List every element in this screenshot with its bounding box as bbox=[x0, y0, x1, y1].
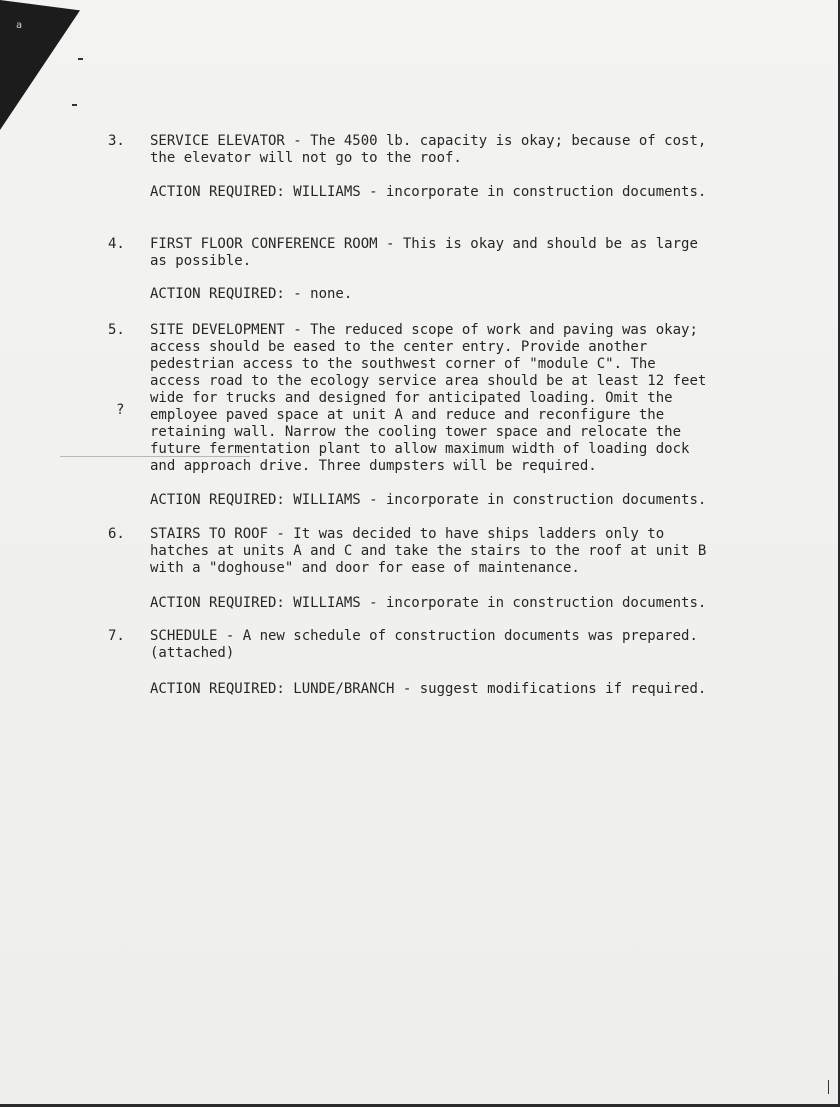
item-number: 7. bbox=[108, 628, 125, 644]
item-number: 5. bbox=[108, 322, 125, 338]
action-required: ACTION REQUIRED: LUNDE/BRANCH - suggest modifications if required. bbox=[150, 681, 707, 697]
item-text: FIRST FLOOR CONFERENCE ROOM - This is okay and should be as large as possible. bbox=[150, 236, 698, 269]
item-4 bbox=[108, 236, 718, 270]
item-text: STAIRS TO ROOF - It was decided to have ships ladders only to hatches at units A and C and take the stairs to the roof at unit B with a "doghouse" and door for ease of maintenance. bbox=[150, 526, 707, 576]
item-6 bbox=[108, 526, 718, 577]
item-number: 4. bbox=[108, 236, 125, 252]
corner-mark: a bbox=[16, 20, 23, 31]
action-required: ACTION REQUIRED: WILLIAMS - incorporate in construction documents. bbox=[150, 492, 707, 508]
item-7 bbox=[108, 628, 718, 662]
edge-mark bbox=[828, 1080, 829, 1094]
item-text: SERVICE ELEVATOR - The 4500 lb. capacity is okay; because of cost, the elevator will not go to the roof. bbox=[150, 133, 707, 166]
item-5 bbox=[108, 322, 718, 475]
item-number: 6. bbox=[108, 526, 125, 542]
action-required: ACTION REQUIRED: WILLIAMS - incorporate in construction documents. bbox=[150, 595, 707, 611]
folded-corner bbox=[0, 0, 80, 130]
item-text: SCHEDULE - A new schedule of construction documents was prepared. (attached) bbox=[150, 628, 698, 661]
item-number: 3. bbox=[108, 133, 125, 149]
action-required: ACTION REQUIRED: WILLIAMS - incorporate in construction documents. bbox=[150, 184, 707, 200]
item-3 bbox=[108, 133, 718, 167]
speck bbox=[72, 104, 77, 106]
item-text: SITE DEVELOPMENT - The reduced scope of work and paving was okay; access should be eased to the center entry. Provide another pedestrian access to the southwest corner of "module C". The access road to the ecology service area should be at least 12 feet wide for trucks and designed for anticipated loading. Omit the employee paved space at unit A and reduce and reconfigure the retaining wall. Narrow the cooling tower space and relocate the future fermentation plant to allow maximum width of loading dock and approach drive. Three dumpsters will be required. bbox=[150, 322, 707, 474]
speck bbox=[78, 58, 83, 60]
action-required: ACTION REQUIRED: - none. bbox=[150, 286, 353, 302]
margin-annotation: ? bbox=[116, 402, 125, 418]
